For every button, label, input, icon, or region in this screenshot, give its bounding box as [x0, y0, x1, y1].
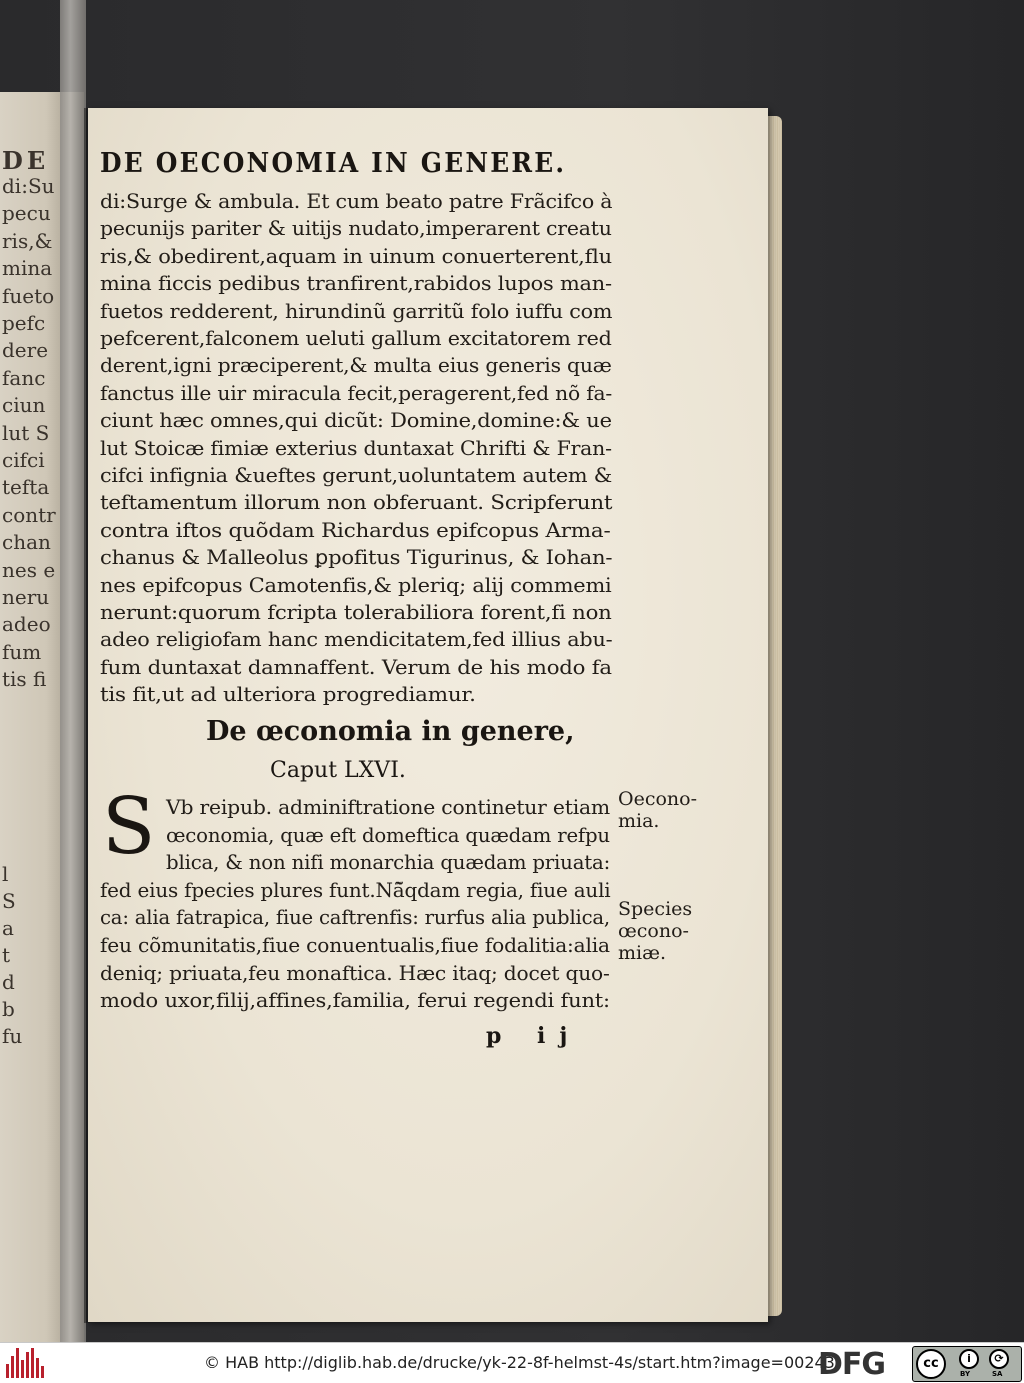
text-line: œconomia, quæ eft domeftica quædam refpu [166, 823, 610, 847]
previous-page-fragment: lut S [2, 420, 50, 445]
text-line: ciunt hæc omnes,qui dicũt: Domine,domine:& ue [100, 409, 612, 433]
text-line: lut Stoicæ fimiæ exterius duntaxat Chrifti & Fran- [100, 436, 612, 460]
text-line: chanus & Malleolus ꝑpofitus Tigurinus, & Iohan- [100, 546, 613, 570]
hab-logo-icon [6, 1348, 44, 1378]
previous-page-fragment: contr [2, 502, 56, 527]
previous-page-fragment: S [2, 889, 16, 913]
previous-page-fragment: l [2, 862, 9, 886]
text-line: fed eius fpecies plures funt.Nã̃qdam regia, fiue auli [100, 878, 611, 902]
previous-page-fragment: t [2, 943, 11, 967]
text-line: derent,igni præciperent,& multa eius generis quæ [100, 354, 612, 378]
dfg-logo-icon: DFG [818, 1347, 886, 1382]
text-line: Vb reipub. adminiftratione continetur etiam [166, 796, 610, 819]
previous-page-fragment: neru [2, 585, 50, 609]
text-line: di:Surge & ambula. Et cum beato patre Frãcifco à [100, 190, 613, 213]
text-line: nes epifcopus Camotenfis,& pleriq; alij commemi [100, 573, 612, 597]
previous-page-fragment: ciun [2, 393, 46, 418]
book-spine-gutter [60, 0, 86, 1342]
previous-page-fragment: ris,& [2, 228, 53, 253]
cc-license-badge-icon[interactable] [912, 1346, 1022, 1382]
text-line: pefcerent,falconem ueluti gallum excitatorem red [100, 327, 612, 350]
previous-page-fragment: nes e [2, 557, 56, 582]
chapter-number: Caput LXVI. [270, 758, 406, 783]
previous-page-fragment: cifci [2, 448, 45, 472]
previous-page-fragment: fum [2, 639, 42, 664]
previous-page-fragment: fu [2, 1024, 23, 1048]
margin-note: Species œcono- miæ. [618, 898, 693, 964]
by-label: BY [960, 1370, 971, 1378]
text-line: fum duntaxat damnaffent. Verum de his modo fa [100, 655, 612, 679]
previous-page-fragment: dere [2, 338, 49, 363]
text-line: cifci infignia &ueftes gerunt,uoluntatem autem & [100, 464, 613, 487]
cc-icon: cc [916, 1349, 946, 1379]
text-line: deniq; priuata,feu monaftica. Hæc itaq; docet quo- [100, 961, 610, 985]
previous-page-fragment: di:Su [2, 174, 55, 198]
text-line: mina ficcis pedibus tranfirent,rabidos lupos man- [100, 272, 612, 296]
sa-icon: ⟳ [989, 1349, 1009, 1369]
text-line: ris,& obedirent,aquam in uinum conuerterent,flu [100, 244, 612, 268]
footer-bar [0, 1342, 1024, 1383]
text-line: contra iftos quõdam Richardus epifcopus Arma- [100, 518, 611, 542]
previous-page-fragment: pefc [2, 311, 46, 335]
running-head: DE OECONOMIA IN GENERE. [100, 148, 567, 179]
by-icon: i [959, 1349, 979, 1369]
previous-page-fragment: tis fi [2, 667, 47, 692]
text-line: adeo religiofam hanc mendicitatem,fed illius abu- [100, 628, 613, 652]
signature-mark: p ij [486, 1023, 582, 1049]
previous-page-fragment: mina [2, 256, 53, 281]
previous-page-fragment: DE [2, 146, 50, 175]
previous-page-fragment: adeo [2, 612, 51, 637]
book-page [88, 108, 768, 1322]
text-line: fanctus ille uir miracula fecit,peragerent,fed nõ fa- [100, 381, 613, 405]
previous-page-fragment: fueto [2, 283, 55, 308]
previous-page-fragment: pecu [2, 201, 51, 226]
previous-page-fragment: d [2, 970, 15, 994]
text-line: blica, & non nifi monarchia quædam priuata: [166, 851, 611, 875]
previous-page-fragment: chan [2, 530, 51, 555]
previous-page-fragment: tefta [2, 475, 50, 500]
previous-page-fragment: fanc [2, 365, 46, 390]
sa-label: SA [992, 1370, 1003, 1378]
previous-page-fragment: a [2, 916, 14, 940]
text-line: ca: alia fatrapica, fiue caftrenfis: rurfus alia publica, [100, 906, 610, 930]
text-line: nerunt:quorum fcripta tolerabiliora forent,fi non [100, 601, 612, 624]
text-line: fuetos redderent, hirundinũ garritũ folo iuffu com [100, 299, 613, 323]
chapter-title: De œconomia in genere, [206, 716, 575, 747]
copyright-link[interactable]: © HAB http://diglib.hab.de/drucke/yk-22-8f-helmst-4s/start.htm?image=00243 [204, 1353, 835, 1372]
text-line: tis fit,ut ad ulteriora progrediamur. [100, 683, 476, 707]
text-line: feu cõmunitatis,fiue conuentualis,fiue fodalitia:alia [100, 934, 610, 957]
page-block-edge [768, 116, 782, 1316]
previous-page-fragment: b [2, 997, 15, 1021]
drop-cap-initial: S [102, 782, 156, 872]
text-line: teftamentum illorum non obferuant. Scripferunt [100, 491, 613, 515]
text-line: modo uxor,filij,affines,familia, ferui regendi funt: [100, 989, 610, 1013]
margin-note: Oecono- mia. [618, 788, 697, 832]
text-line: pecunijs pariter & uitijs nudato,imperarent creatu [100, 217, 612, 241]
